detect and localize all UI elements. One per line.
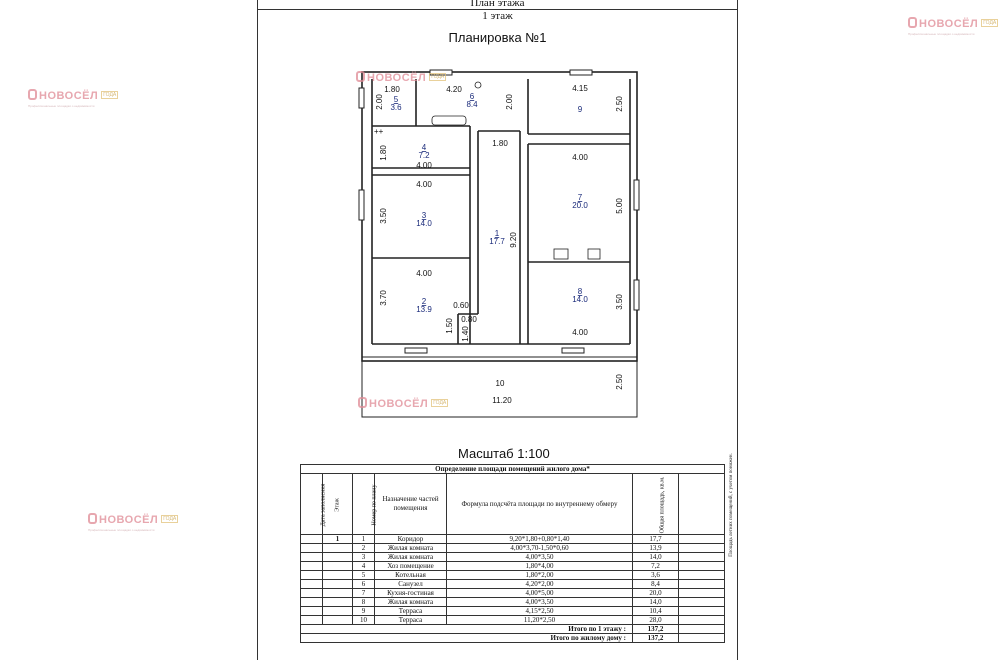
dim-label: 1.50 <box>445 318 454 334</box>
stove-icon <box>588 249 600 259</box>
table-header: Номер по плану <box>353 474 375 535</box>
table-row: 2 Жилая комната 4,00*3,70-1,50*0,60 13,9 <box>301 544 725 553</box>
dim-label: 0.80 <box>461 315 477 324</box>
dim-label: 4.15 <box>572 84 588 93</box>
dim-label: 4.20 <box>446 85 462 94</box>
table-header: Этаж <box>323 474 353 535</box>
watermark-logo: НОВОСЁЛ ГОДА <box>358 394 448 412</box>
room-number: 5 <box>393 95 399 104</box>
table-row: 3 Жилая комната 4,00*3,50 14,0 <box>301 553 725 562</box>
dim-label: 3.70 <box>379 290 388 306</box>
dim-label: 3.50 <box>379 208 388 224</box>
boiler-marker: ++ <box>374 127 384 136</box>
sheet-header: План этажа <box>258 0 737 10</box>
dim-label: 11.20 <box>492 396 512 405</box>
room-area: 14.0 <box>572 295 588 304</box>
dim-label: 1.80 <box>492 139 508 148</box>
table-row: 4 Хоз помещение 1,80*4,00 7,2 <box>301 562 725 571</box>
table-header: Формула подсчёта площади по внутреннему обмеру <box>447 474 633 535</box>
dim-label: 2.00 <box>505 94 514 110</box>
dim-label: 4.00 <box>572 328 588 337</box>
dim-label: 5.00 <box>615 198 624 214</box>
room-number: 1 <box>494 229 500 238</box>
room-number: 6 <box>469 92 475 101</box>
toilet-icon <box>475 82 481 88</box>
table-header: Площадь летних помещений, с учетом понижен. <box>679 474 725 535</box>
dim-label: 4.00 <box>416 269 432 278</box>
table-header: Общая площадь, кв.м. <box>633 474 679 535</box>
room-area: 14.0 <box>416 219 432 228</box>
table-row: 7 Кухня-гостиная 4,00*5,00 20,0 <box>301 589 725 598</box>
table-row: 6 Санузел 4,20*2,00 8,4 <box>301 580 725 589</box>
room-area: 20.0 <box>572 201 588 210</box>
room-number: 9 <box>577 105 583 114</box>
room-number: 4 <box>421 143 427 152</box>
floor-label: 1 этаж <box>482 10 513 22</box>
dim-label: 9.20 <box>509 232 518 248</box>
dim-label: 4.00 <box>572 153 588 162</box>
bathtub-icon <box>432 116 466 125</box>
room-area: 7.2 <box>418 151 430 160</box>
table-header: Назначение частей помещения <box>375 474 447 535</box>
dim-label: 2.50 <box>615 374 624 390</box>
room-area: 3.6 <box>390 103 402 112</box>
house-logo-icon <box>356 71 365 82</box>
dim-label: 1.80 <box>384 85 400 94</box>
dim-label: 2.50 <box>615 96 624 112</box>
table-header: Дата заполнения <box>301 474 323 535</box>
table-row: 5 Котельная 1,80*2,00 3,6 <box>301 571 725 580</box>
room-area: 13.9 <box>416 305 432 314</box>
room-area: 17.7 <box>489 237 505 246</box>
room-area: 8.4 <box>466 100 478 109</box>
table-row: 9 Терраса 4,15*2,50 10,4 <box>301 607 725 616</box>
watermark-logo: НОВОСЁЛ ГОДА Профессиональные площадки о недвижимости <box>28 90 117 108</box>
room-number: 2 <box>421 297 427 306</box>
watermark-logo: НОВОСЁЛ ГОДА <box>356 68 446 86</box>
dim-label: 4.00 <box>416 161 432 170</box>
dim-label: 0.60 <box>453 301 469 310</box>
room-number: 8 <box>577 287 583 296</box>
dim-label: 3.50 <box>615 294 624 310</box>
watermark-logo: НОВОСЁЛ ГОДА Профессиональные площадки о недвижимости <box>88 514 177 532</box>
house-outline <box>362 72 637 361</box>
plan-title: Планировка №1 <box>448 30 547 45</box>
table-row: 10 Терраса 11,20*2,50 28,0 <box>301 616 725 625</box>
watermark-logo: НОВОСЁЛ ГОДА Профессиональные площадки о недвижимости <box>908 18 997 36</box>
total-house-row: Итого по жилому дому : 137,2 <box>301 634 725 643</box>
dim-label: 4.00 <box>416 180 432 189</box>
table-caption: Определение площади помещений жилого дома* <box>301 465 725 474</box>
total-floor-row: Итого по 1 этажу : 137,2 <box>301 625 725 634</box>
dim-label: 1.40 <box>461 326 470 342</box>
room-number: 7 <box>577 193 583 202</box>
table-row: 1 1 Коридор 9,20*1,80+0,80*1,40 17,7 <box>301 535 725 544</box>
table-row: 8 Жилая комната 4,00*3,50 14,0 <box>301 598 725 607</box>
room-number: 3 <box>421 211 427 220</box>
sink-icon <box>554 249 568 259</box>
room-number: 10 <box>495 379 505 388</box>
dim-label: 2.00 <box>375 94 384 110</box>
dim-label: 1.80 <box>379 145 388 161</box>
house-logo-icon <box>358 397 367 408</box>
plan-scale: Масштаб 1:100 <box>458 446 550 461</box>
